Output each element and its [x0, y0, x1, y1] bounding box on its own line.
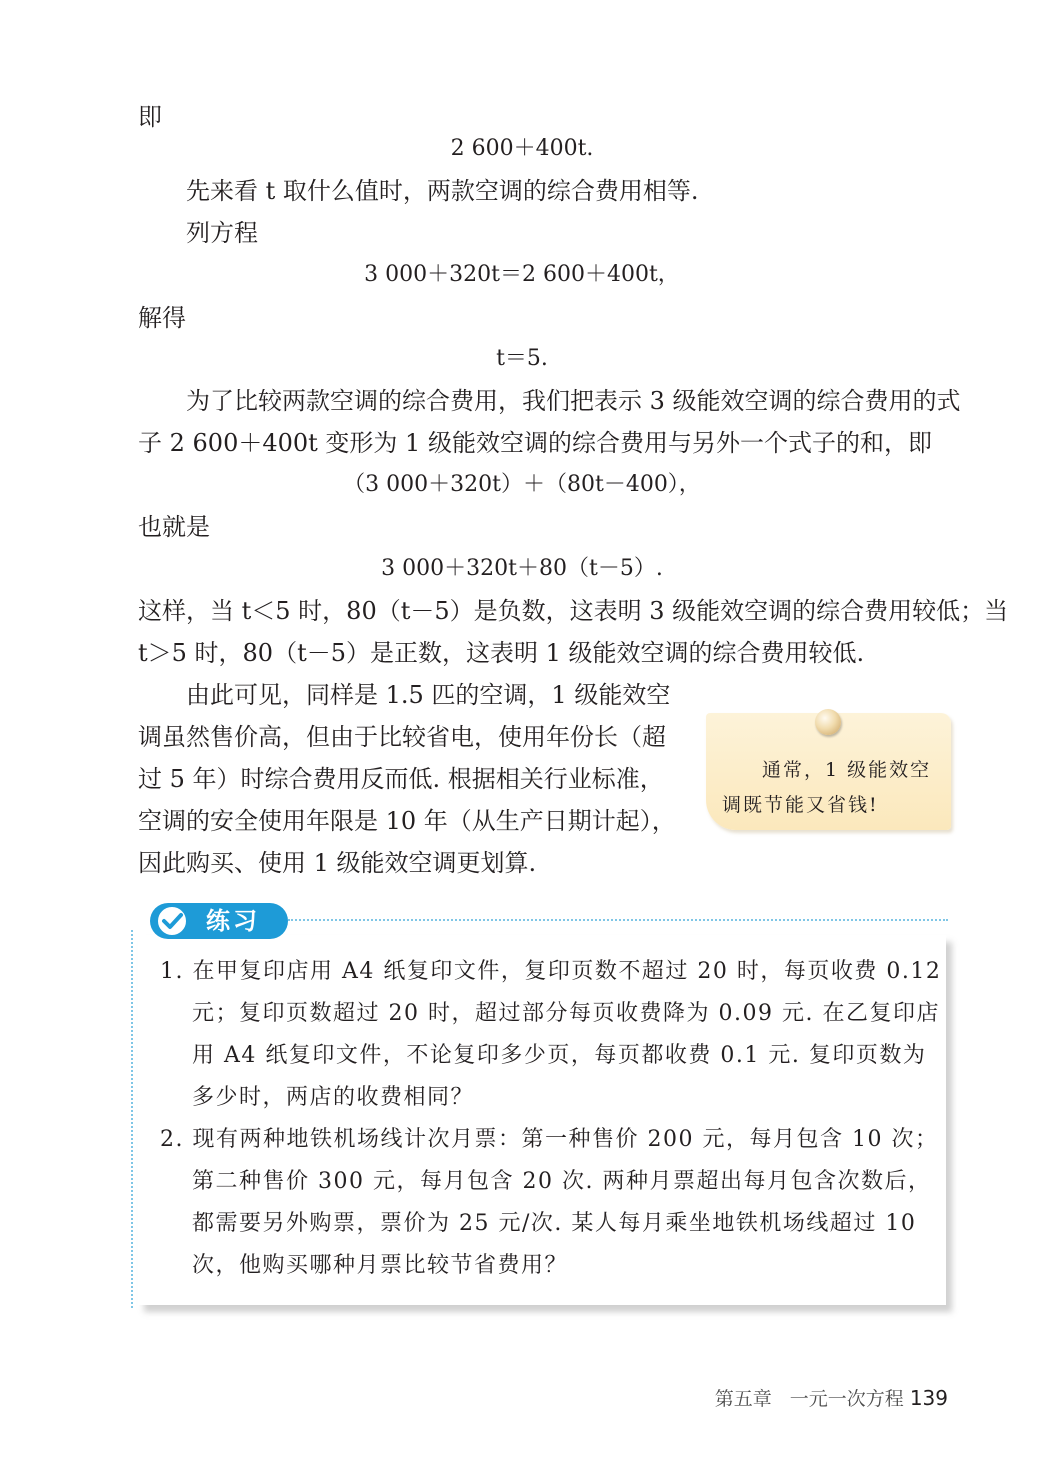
side-note-line: 调既节能又省钱!	[722, 794, 879, 816]
pin-icon	[815, 709, 841, 735]
text-line: 解得	[138, 304, 186, 332]
footer-chapter: 第五章	[714, 1388, 772, 1410]
equation: 2 600＋400t.	[450, 136, 594, 161]
exercise-line: 2. 现有两种地铁机场线计次月票：第一种售价 200 元，每月包含 10 次；	[160, 1127, 939, 1152]
text-line: 调虽然售价高，但由于比较省电，使用年份长（超	[138, 723, 666, 751]
exercise-line: 元；复印页数超过 20 时，超过部分每页收费降为 0.09 元. 在乙复印店	[192, 1001, 940, 1026]
exercise-line: 多少时，两店的收费相同？	[192, 1085, 475, 1110]
equation: 3 000＋320t＋80（t－5）.	[381, 556, 663, 581]
exercise-divider	[288, 919, 948, 921]
exercise-line: 1. 在甲复印店用 A4 纸复印文件，复印页数不超过 20 时，每页收费 0.12	[160, 959, 942, 984]
text-line: 为了比较两款空调的综合费用，我们把表示 3 级能效空调的综合费用的式	[186, 387, 961, 415]
exercise-line: 都需要另外购票，票价为 25 元/次. 某人每月乘坐地铁机场线超过 10	[192, 1211, 917, 1236]
equation: 3 000＋320t＝2 600＋400t，	[364, 262, 680, 287]
text-line: 子 2 600＋400t 变形为 1 级能效空调的综合费用与另外一个式子的和，即	[138, 429, 932, 457]
text-line: 先来看 t 取什么值时，两款空调的综合费用相等.	[186, 177, 699, 205]
check-icon	[155, 904, 189, 938]
text-line: 因此购买、使用 1 级能效空调更划算.	[138, 849, 537, 877]
text-line: 过 5 年）时综合费用反而低. 根据相关行业标准，	[138, 765, 664, 793]
text-line: 由此可见，同样是 1.5 匹的空调，1 级能效空	[186, 681, 671, 709]
footer-title: 一元一次方程	[789, 1388, 904, 1410]
text-line: 空调的安全使用年限是 10 年（从生产日期计起），	[138, 807, 676, 835]
equation: （3 000＋320t）＋（80t－400），	[343, 472, 701, 497]
equation: t＝5.	[496, 346, 548, 371]
text-line: 也就是	[138, 513, 210, 541]
page-footer	[715, 1380, 948, 1416]
text-line: 即	[138, 103, 162, 131]
exercise-divider	[131, 930, 133, 1308]
exercise-line: 次，他购买哪种月票比较节省费用？	[192, 1253, 569, 1278]
exercise-line: 第二种售价 300 元，每月包含 20 次. 两种月票超出每月包含次数后，	[192, 1169, 932, 1194]
exercise-line: 用 A4 纸复印文件，不论复印多少页，每页都收费 0.1 元. 复印页数为	[192, 1043, 927, 1068]
page-number: 139	[909, 1386, 948, 1410]
exercise-title: 练习	[206, 907, 260, 935]
text-line: t＞5 时，80（t－5）是正数，这表明 1 级能效空调的综合费用较低.	[138, 639, 865, 667]
text-line: 这样，当 t＜5 时，80（t－5）是负数，这表明 3 级能效空调的综合费用较低；当	[138, 597, 1009, 625]
side-note-line: 通常，1 级能效空	[762, 759, 932, 781]
text-line: 列方程	[186, 219, 258, 247]
